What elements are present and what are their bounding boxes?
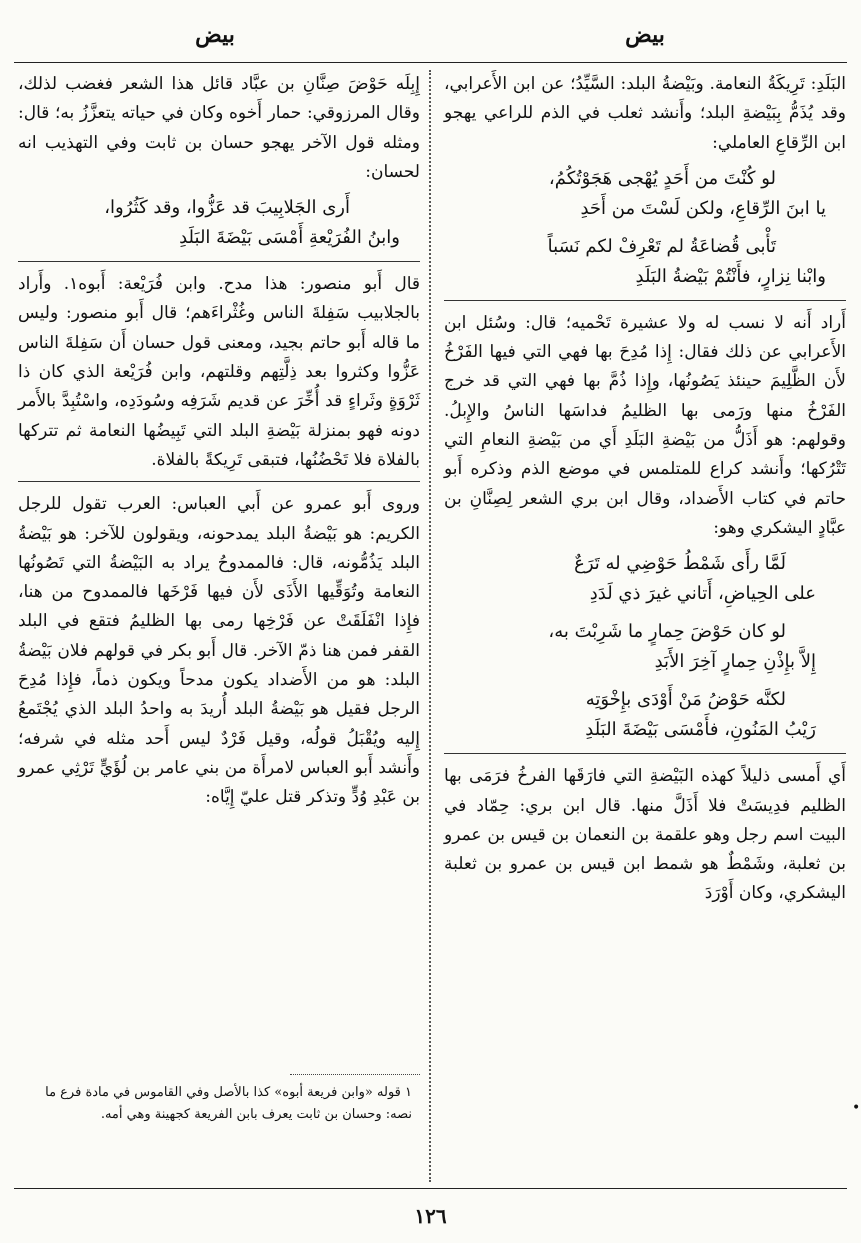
- footer-rule: [14, 1188, 847, 1189]
- right-paragraph-1: البَلَدِ: تَرِيكَةُ النعامة. وبَيْضةُ البلد: السَّيِّدُ؛ عن ابن الأَعرابي، وقد يُذَمُّ بِبَيْضةِ البلد؛ وأَنشد ثعلب في الذم للراعي يهجو ابن الرِّقاعِ العاملي:: [444, 74, 846, 153]
- verse-line: إِلاَّ بإِذْنِ حِمارٍ آخِرَ الأَبَدِ: [654, 651, 816, 673]
- verse-block-3: [444, 549, 846, 609]
- paragraph-separator: [18, 261, 420, 262]
- header-rule: [14, 62, 847, 63]
- verse-line: لو كُنْتَ من أَحَدٍ يُهْجى هَجَوْتُكُمُ،: [548, 167, 776, 189]
- verse-line: لكنَّه حَوْضُ مَنْ أَوْدَى بإِخْوَتِه: [585, 689, 786, 711]
- header-root-word-right: بيض: [625, 22, 665, 48]
- verse-line: يا ابنَ الرِّقاعِ، ولكن لَسْتَ من أَحَدِ: [580, 197, 826, 219]
- paragraph-separator: [18, 481, 420, 482]
- column-divider: [429, 70, 431, 1182]
- paragraph-separator: [444, 753, 846, 754]
- verse-block-6: [18, 193, 420, 253]
- right-paragraph-3: أَي أَمسى ذليلاً كهذه البَيْضةِ التي فارَقَها الفرخُ فرَمَى بها الظليم فدِيسَتْ فلا أَذَلَّ منها. قال ابن بري: حِمّاد في البيت اسم رجل وهو علقمة بن النعمان بن قيس بن عمرو بن ثعلبة، وشَمْطٌ هو شمط ابن قيس بن عمرو بن ثعلبة اليشكري، وكان أَوْرَدَ: [444, 766, 846, 904]
- verse-line: وابْنا نِزارٍ، فأَنْتُمْ بَيْضةُ البَلَدِ: [635, 265, 826, 287]
- page-number: ١٢٦: [414, 1204, 447, 1228]
- verse-line: تَأْبى قُضاعَةُ لم تَعْرِفْ لكم نَسَباً: [547, 235, 776, 257]
- right-paragraph-2: أَراد أَنه لا نسب له ولا عشيرة تَحْميه؛ قال: وسُئل ابن الأَعرابي عن ذلك فقال: إِذا مُدِحَ بها فهي التي فيها الفَرْخُ لأَن الظَّلِيمَ حينئذ يَصُونُها، وإِذا ذُمَّ بها فهي التي قد خرج الفَرْخُ منها ورَمى بها الظليمُ فداسَها الناسُ والإِبلُ. وقولهم: هو أَذَلُّ من بَيْضةِ البَلَدِ أَي من بَيْضةِ النعامِ التي تَتْرُكها؛ وأَنشد كراع للمتلمس في موضع الذم وذكره أَبو حاتم في كتاب الأَضداد، وقال ابن بري الشعر لِصِنَّانِ بن عبَّادٍ اليشكري وهو:: [444, 312, 846, 538]
- footnote: ١ قوله «وابن فريعة أبوه» كذا بالأصل وفي القاموس في مادة فرع ما نصه: وحسان بن ثابت يعرف بابن الفريعة كجهينة وهي أمه.: [45, 1085, 412, 1122]
- verse-line: لَمَّا رأَى شَمْطُ حَوْضِي له تَرَعٌ: [574, 553, 786, 575]
- verse-block-1: [444, 164, 846, 224]
- verse-line: وابنُ الفُرَيْعةِ أَمْسَى بَيْضَةَ البَلَدِ: [179, 227, 400, 249]
- verse-block-5: [444, 685, 846, 745]
- paragraph-separator: [444, 300, 846, 301]
- verse-line: أَرى الجَلابِيبَ قد عَزُّوا، وقد كَثُرُوا،: [104, 197, 350, 219]
- verse-line: على الحِياضِ، أَتاني غيرَ ذي لَدَدِ: [589, 583, 816, 605]
- verse-block-2: [444, 232, 846, 292]
- left-column: [18, 70, 420, 815]
- verse-line: رَيْبُ المَنُونِ، فأَمْسَى بَيْضَةَ البَلَدِ: [585, 719, 816, 741]
- footnote-separator: [290, 1074, 420, 1075]
- verse-line: لو كان حَوْضَ حِمارٍ ما شَرِبْتَ به،: [548, 621, 786, 643]
- margin-bullet: •: [852, 1100, 861, 1116]
- right-column: [444, 70, 846, 911]
- verse-block-4: [444, 617, 846, 677]
- left-paragraph-2: قال أَبو منصور: هذا مدح. وابن فُرَيْعة: أَبوه١. وأَراد بالجلابيب سَفِلةَ الناس وغُثْراءَهم؛ قال أَبو منصور: وليس ما قاله أَبو حاتم بجيد، ومعنى قول حسان أَن سَفِلةَ الناس عَزُّوا وكثروا بعد ذِلَّتِهم وقلتهم، وابن فُرَيْعة الذي كان ذا ثَرْوَةٍ وثَراءٍ قد أُخِّرَ عن قديم شَرَفِه وسُودَدِه، واسْتُبِدَّ بالأَمر دونه فهو بمنزلة بَيْضةِ البلد التي تَبِيضُها النعامة ثم تتركها بالفلاة فلا تَحْضُنُها، فتبقى تَرِيكةً بالفلاة.: [18, 274, 420, 470]
- header-root-word-left: بيض: [195, 22, 235, 48]
- left-paragraph-3: وروى أَبو عمرو عن أَبي العباس: العرب تقول للرجل الكريم: هو بَيْضةُ البلد يمدحونه، ويقولون للآخر: هو بَيْضةُ البلد يَذُمُّونه، قال: فالممدوحُ يراد به البَيْضةُ التي تَصُونُها النعامة وتُوَقِّيها الأَذَى لأَن فيها فَرْخَها فالممدوح من هنا، فإِذا انْفَلَقَتْ عن فَرْخِها رمى بها الظليمُ فتقع في البلد القفر فمن هنا ذمّ الآخر. قال أَبو بكر في قولهم فلان بَيْضةُ البلد: هو من الأَضداد يكون مدحاً ويكون ذماً، فإِذا مُدِحَ الرجل فقيل هو بَيْضةُ البلد أُريدَ به واحدُ البلد الذي يُجْتَمعُ إِليه ويُقْبَلُ قولُه، وقيل فَرْدٌ ليس أَحد مثله في شرفه؛ وأَنشد أَبو العباس لامرأَة من بني عامر بن لُؤَيٍّ تَرْثِي عمرو بن عَبْدِ وُدٍّ وتذكر قتل عليّ إِيَّاه:: [18, 494, 420, 808]
- left-paragraph-1: إِبِلَه حَوْضَ صِنَّانِ بن عبَّاد قائل هذا الشعر فغضب لذلك، وقال المرزوقي: حمار أَخوه وكان في حياته يتعزَّزُ به؛ قال: ومثله قول الآخر يهجو حسان بن ثابت وفي التهذيب انه لحسان:: [18, 74, 420, 182]
